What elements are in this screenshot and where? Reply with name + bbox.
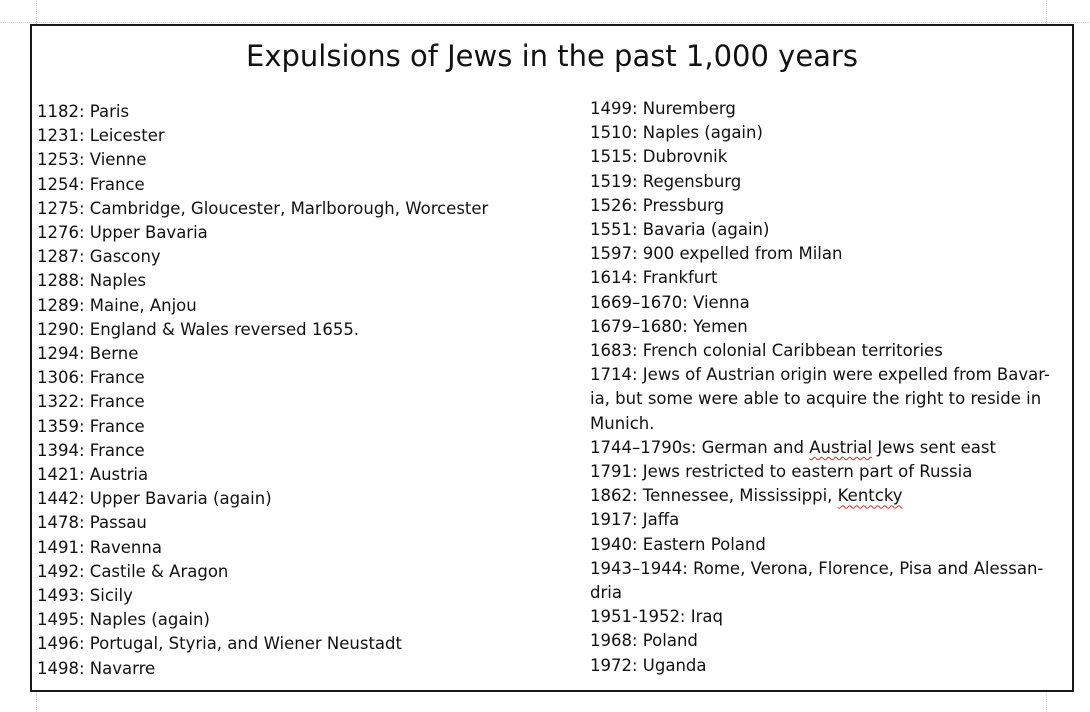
list-item: 1496: Portugal, Styria, and Wiener Neustadt	[37, 634, 402, 654]
entry-text: Jews sent east	[872, 437, 996, 457]
right-column-list	[590, 97, 1050, 678]
list-item	[590, 484, 1050, 508]
list-item: 1442: Upper Bavaria (again)	[37, 489, 272, 509]
list-item: 1498: Navarre	[37, 658, 156, 678]
list-item: 1254: France	[37, 174, 145, 194]
list-item: 1231: Leicester	[37, 126, 165, 146]
misspelled-word[interactable]: Austrial	[809, 437, 873, 457]
list-item: 1614: Frankfurt	[590, 268, 718, 288]
list-item: 1421: Austria	[37, 465, 149, 485]
list-item: 1940: Eastern Poland	[590, 534, 766, 554]
list-item: 1294: Berne	[37, 344, 139, 364]
list-item: 1951-1952: Iraq	[590, 607, 723, 627]
list-item: 1290: England & Wales reversed 1655.	[37, 319, 360, 339]
list-item: 1359: France	[37, 416, 145, 436]
document-title: Expulsions of Jews in the past 1,000 years	[246, 39, 858, 73]
misspelled-word[interactable]: Kentcky	[837, 486, 903, 506]
list-item: 1491: Ravenna	[37, 537, 162, 557]
list-item: 1972: Uganda	[590, 655, 707, 675]
list-item: 1510: Naples (again)	[590, 123, 763, 143]
list-item: 1669–1670: Vienna	[590, 292, 750, 312]
list-item: 1714: Jews of Austrian origin were expelled from Bavar-ia, but some were able to acquire the right to reside in Munich.	[590, 365, 1050, 433]
list-item: 1493: Sicily	[37, 586, 133, 606]
list-item: 1679–1680: Yemen	[590, 316, 748, 336]
list-item: 1288: Naples	[37, 271, 147, 291]
document-text-box[interactable]	[30, 24, 1074, 692]
list-item: 1515: Dubrovnik	[590, 147, 728, 167]
list-item: 1917: Jaffa	[590, 510, 680, 530]
list-item: 1182: Paris	[37, 102, 130, 121]
list-item: 1683: French colonial Caribbean territories	[590, 341, 943, 361]
list-item: 1394: France	[37, 440, 145, 460]
list-item: 1492: Castile & Aragon	[37, 561, 229, 581]
list-item: 1495: Naples (again)	[37, 610, 210, 630]
list-item: 1791: Jews restricted to eastern part of Russia	[590, 462, 973, 482]
margin-guide-top	[0, 22, 1090, 23]
list-item: 1943–1944: Rome, Verona, Florence, Pisa and Alessan-dria	[590, 558, 1044, 603]
entry-text: 1744–1790s: German and	[590, 437, 810, 457]
list-item: 1276: Upper Bavaria	[37, 223, 208, 243]
left-column-list	[37, 100, 577, 681]
list-item: 1519: Regensburg	[590, 171, 742, 191]
list-item: 1597: 900 expelled from Milan	[590, 244, 843, 264]
list-item: 1526: Pressburg	[590, 195, 725, 215]
list-item: 1478: Passau	[37, 513, 147, 533]
list-item: 1253: Vienne	[37, 150, 147, 170]
list-item: 1306: France	[37, 368, 145, 388]
list-item: 1287: Gascony	[37, 247, 161, 267]
list-item: 1322: France	[37, 392, 145, 412]
entry-text: 1862: Tennessee, Mississippi,	[590, 486, 838, 506]
list-item: 1968: Poland	[590, 631, 698, 651]
list-item: 1499: Nuremberg	[590, 99, 736, 118]
list-item: 1289: Maine, Anjou	[37, 295, 197, 315]
list-item: 1551: Bavaria (again)	[590, 220, 770, 240]
list-item: 1275: Cambridge, Gloucester, Marlborough, Worcester	[37, 198, 489, 218]
list-item	[590, 436, 1050, 460]
